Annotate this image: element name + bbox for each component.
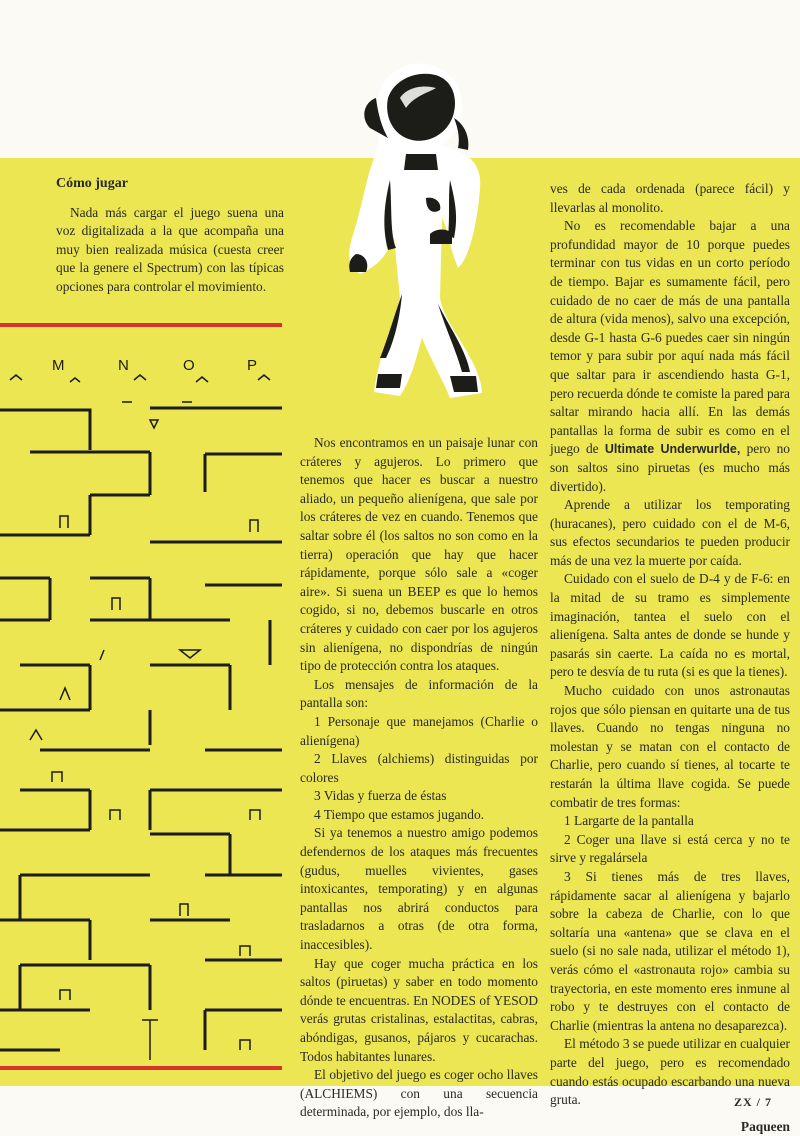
map-column-label-p: P	[247, 357, 258, 374]
list-item: 3 Vidas y fuerza de éstas	[314, 788, 447, 804]
paragraph: El objetivo del juego es coger ocho llaves (ALCHIEMS) con una secuencia determinada, por ejemplo, dos lla-	[300, 1067, 538, 1120]
section-heading: Cómo jugar	[56, 176, 128, 191]
paragraph: Aprende a utilizar los temporating (huracanes), pero cuidado con el de M-6, sus efectos secundarios te pueden producir más de una vez la muerte por caída.	[550, 497, 790, 568]
paragraph: ves de cada ordenada (parece fácil) y llevarlas al monolito.	[550, 181, 790, 215]
paragraph-text: No es recomendable bajar a una profundidad mayor de 10 porque puedes terminar con tus vidas en un corto período de tiempo. Bajar es sumamente fácil, pero cuidado de no caer de más de una pantalla de altura (vida menos), salvo una excepción, desde G-1 hasta G-6 puedes caer sin ningún temor y para subir por aquí nada más fácil que saltar para ir ascendiendo hasta G-1, pero recuerda dónde te comiste la pared para saltar mirando hacia allí. En las demás pantallas la forma de subir es como en el juego de	[550, 218, 790, 457]
author-signature: Paqueen	[740, 1118, 790, 1134]
paragraph: Cuidado con el suelo de D-4 y de F-6: en la mitad de su tramo es simplemente imaginación, tantea el suelo con el alienígena. Salta antes de donde se hunde y pasarás sin caerte. La caída no es mortal, pero te desvía de tu ruta (si es que la tienes).	[550, 571, 790, 680]
map-column-label-n: N	[118, 357, 129, 374]
astronaut-illustration	[330, 58, 520, 403]
paragraph: Mucho cuidado con unos astronautas rojos que sólo piensan en quitarte una de tus llaves. Cuando no tengas ninguna no molestan y se matan con el contacto de Charlie, pero cuando sí tienes, al tocarte te restarán la última llave cogida. Se puede combatir de tres formas:	[550, 683, 790, 810]
paragraph	[550, 217, 790, 496]
column-1	[56, 175, 284, 297]
paragraph: Nada más cargar el juego suena una voz digitalizada a la que acompaña una muy bien realizada música (cuesta creer que la genere el Spectrum) con las típicas opciones para controlar el movimiento.	[56, 204, 284, 294]
map-details	[10, 375, 270, 1060]
game-title: Ultimate Underwurlde,	[604, 442, 741, 457]
column-3	[550, 180, 790, 1136]
paragraph-text: pero no son saltos sino piruetas (es mucho más divertido).	[550, 441, 790, 494]
paragraph: Hay que coger mucha práctica en los saltos (piruetas) y saber en todo momento dónde te encuentras. En NODES of YESOD verás grutas cristalinas, estalactitas, cabras, abóndigas, gusanos, pájaros y cucarachas. Todos habitantes lunares.	[300, 955, 538, 1064]
list-item: 4 Tiempo que estamos jugando.	[314, 806, 484, 822]
paragraph: Nos encontramos en un paisaje lunar con cráteres y agujeros. Lo primero que tenemos que hacer es buscar a nuestro aliado, un pequeño alienígena, que sale por los cráteres de vez en cuando. Tenemos que saltar sobre él (los saltos no son como en la tierra) operación que hay que hacer rápidamente, porque sólo sale a «coger aire». Si suena un BEEP es que lo hemos cogido, si no, debemos buscarle en otros cráteres y cuidado con caer por los agujeros sin alienígena, no dispondrías de ningún tipo de protección contra los ataques.	[300, 435, 538, 674]
list-item: 1 Personaje que manejamos (Charlie o alienígena)	[300, 713, 538, 748]
map-column-label-o: O	[183, 357, 195, 374]
game-map	[0, 320, 292, 1072]
list-item: 1 Largarte de la pantalla	[564, 813, 694, 829]
page-folio: ZX / 7	[733, 1095, 772, 1109]
list-item: 2 Llaves (alchiems) distinguidas por colores	[300, 751, 538, 785]
paragraph: Si ya tenemos a nuestro amigo podemos defendernos de los ataques más frecuentes (gudus, muelles vivientes, gases intoxicantes, temporating) y en algunas pantallas nos abrirá conductos para trasladarnos a otras (de otra forma, inaccesibles).	[300, 825, 538, 953]
paragraph: Los mensajes de información de la pantalla son:	[300, 676, 538, 711]
map-column-label-m: M	[52, 357, 65, 374]
list-item: 3 Si tienes más de tres llaves, rápidamente sacar al alienígena y bajarlo sobre la cabeza de Charlie, con lo que soltaría una «antena» que se clava en el suelo (si no sale nada, utilizar el método 1), verás cómo el «astronauta rojo» cambia su trayectoria, en este momento eres inmune al robo y te destruyes con el contacto de Charlie (mientras la antena no desaparezca).	[550, 868, 790, 1033]
column-2	[300, 434, 538, 1122]
list-item: 2 Coger una llave si está cerca y no te sirve y regalársela	[550, 831, 790, 866]
paragraph: El método 3 se puede utilizar en cualquier parte del juego, pero es recomendado cuando estás ocupado escarbando una nueva gruta.	[550, 1036, 790, 1108]
